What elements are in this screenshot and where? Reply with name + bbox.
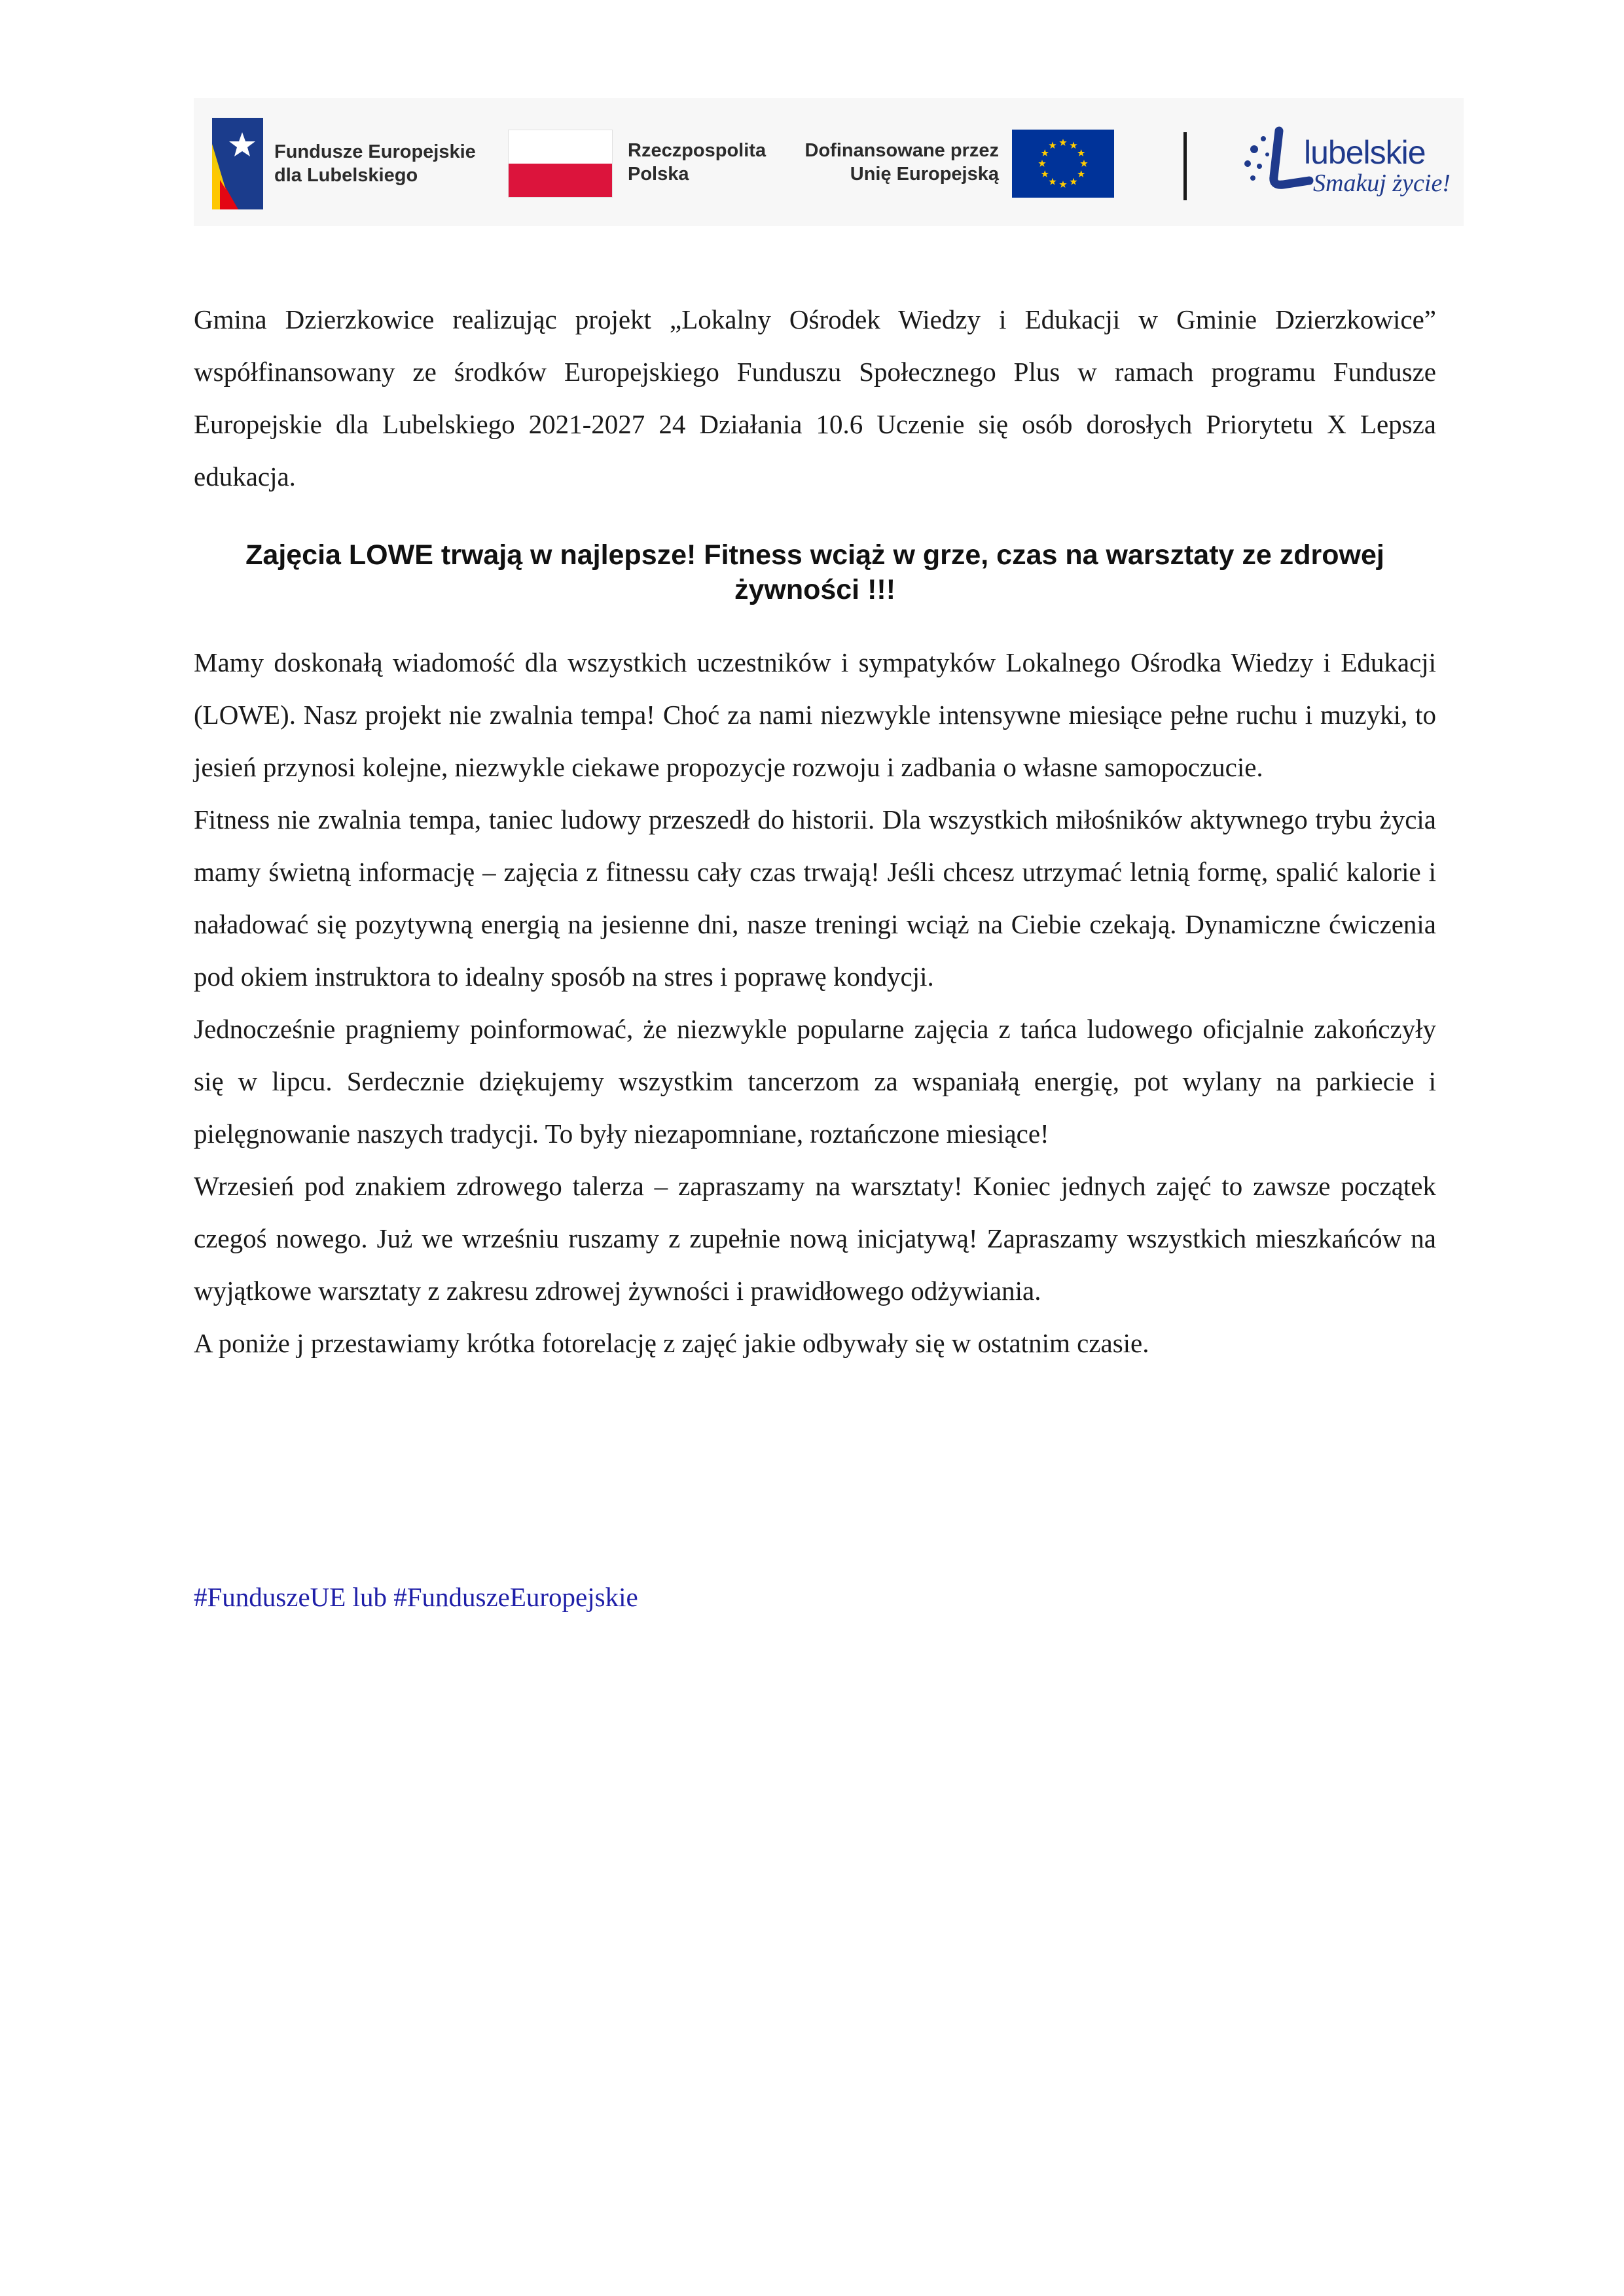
lubelskie-name: lubelskie — [1304, 134, 1426, 171]
rzeczpospolita-polska-logo — [508, 130, 770, 202]
paragraph: Jednocześnie pragniemy poinformować, że niezwykle popularne zajęcia z tańca ludowego oficjalnie zakończyły się w lipcu. Serdecznie dziękujemy wszystkim tancerzom za wspaniałą energię, pot wylany na parkiecie i pielęgnowanie naszych tradycji. To były niezapomniane, roztańczone miesiące! — [194, 1014, 1436, 1149]
eu-cofinancing-text — [803, 139, 999, 186]
poland-line1: Rzeczpospolita — [628, 140, 767, 161]
fundusze-line1: Fundusze Europejskie — [274, 141, 476, 162]
fundusze-europejskie-mark-icon — [212, 118, 263, 209]
paragraph: Mamy doskonałą wiadomość dla wszystkich uczestników i sympatyków Lokalnego Ośrodka Wiedzy i Edukacji (LOWE). Nasz projekt nie zwalnia tempa! Choć za nami niezwykle intensywne miesiące pełne ruchu i muzyki, to jesień przynosi kolejne, niezwykle ciekawe propozycje rozwoju i zadbania o własne samopoczucie. — [194, 647, 1436, 782]
fundusze-line2: dla Lubelskiego — [274, 165, 418, 186]
eu-cofinancing-logo — [803, 130, 1130, 202]
paragraph: Fitness nie zwalnia tempa, taniec ludowy przeszedł do historii. Dla wszystkich miłośników aktywnego trybu życia mamy świetną informację – zajęcia z fitnessu cały czas trwają! Jeśli chcesz utrzymać letnią formę, spalić kalorie i naładować się pozytywną energią na jesienne dni, nasze treningi wciąż na Ciebie czekają. Dynamiczne ćwiczenia pod okiem instruktora to idealny sposób na stres i poprawę kondycji. — [194, 804, 1436, 992]
fundusze-europejskie-text — [274, 140, 476, 187]
lubelskie-slogan: Smakuj życie! — [1313, 170, 1451, 197]
article-headline: Zajęcia LOWE trwają w najlepsze! Fitness wciąż w grze, czas na warsztaty ze zdrowej żywności !!! — [245, 539, 1384, 605]
paragraph: A poniże j przestawiamy krótka fotorelację z zajęć jakie odbywały się w ostatnim czasie. — [194, 1328, 1149, 1358]
article-body — [194, 636, 1436, 1369]
eu-line2: Unię Europejską — [850, 164, 999, 185]
rzeczpospolita-polska-text — [628, 139, 766, 186]
logo-divider — [1183, 132, 1187, 200]
fundusze-europejskie-logo — [212, 118, 487, 209]
project-intro: Gmina Dzierzkowice realizując projekt „Lokalny Ośrodek Wiedzy i Edukacji w Gminie Dzierzkowice” współfinansowany ze środków Europejskiego Funduszu Społecznego Plus w ramach programu Fundusze Europejskie dla Lubelskiego 2021-2027 24 Działania 10.6 Uczenie się osób dorosłych Priorytetu X Lepsza edukacja. — [194, 304, 1436, 492]
eu-line1: Dofinansowane przez — [804, 140, 999, 161]
lubelskie-logo — [1241, 126, 1457, 204]
poland-line2: Polska — [628, 164, 689, 185]
paragraph: Wrzesień pod znakiem zdrowego talerza – zapraszamy na warsztaty! Koniec jednych zajęć to zawsze początek czegoś nowego. Już we wrześniu ruszamy z zupełnie nową inicjatywą! Zapraszamy wszystkich mieszkańców na wyjątkowe warsztaty z zakresu zdrowej żywności i prawidłowego odżywiania. — [194, 1171, 1436, 1306]
logo-strip — [194, 98, 1464, 226]
polish-flag-icon — [508, 130, 613, 198]
eu-flag-icon — [1012, 130, 1114, 198]
hashtags: #FunduszeUE lub #FunduszeEuropejskie — [194, 1582, 638, 1612]
